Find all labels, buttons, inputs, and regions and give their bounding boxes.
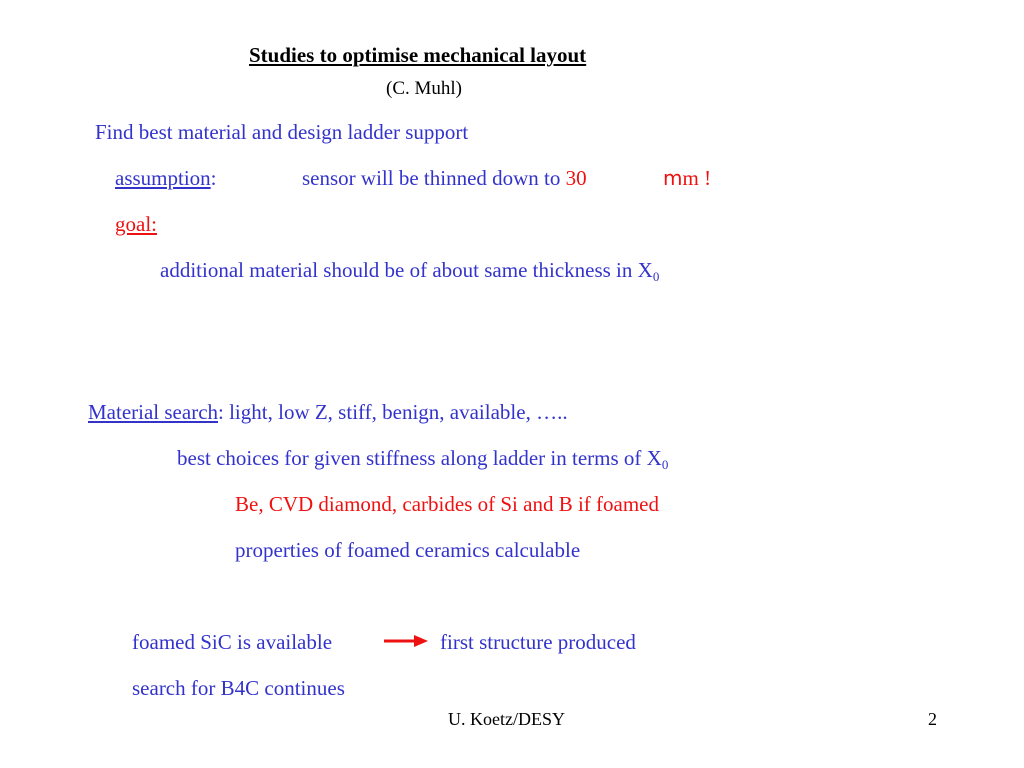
goal-text: additional material should be of about same thickness in X: [160, 258, 653, 282]
assumption-colon: :: [210, 166, 217, 190]
best-choices-subscript: 0: [661, 457, 669, 472]
line-properties: properties of foamed ceramics calculable: [235, 538, 581, 562]
micron-symbol-icon: m: [663, 166, 683, 190]
line-find-material: Find best material and design ladder support: [95, 120, 469, 144]
assumption-text: sensor will be thinned down to: [302, 166, 566, 190]
page-number: 2: [928, 709, 937, 729]
material-search-text: : light, low Z, stiff, benign, available, …..: [218, 400, 568, 424]
line-assumption-label: [115, 168, 217, 189]
micron-unit: [663, 168, 711, 189]
author-credit: (C. Muhl): [386, 78, 462, 99]
material-search-label: Material search: [88, 400, 219, 424]
line-materials-list: Be, CVD diamond, carbides of Si and B if foamed: [235, 492, 659, 516]
line-material-search: [88, 402, 568, 423]
goal-label: goal:: [115, 212, 157, 236]
footer-author: U. Koetz/DESY: [448, 709, 565, 729]
line-foamed-sic: foamed SiC is available: [132, 630, 333, 654]
line-goal-text: [160, 258, 660, 284]
best-choices-text: best choices for given stiffness along ladder in terms of X: [177, 446, 662, 470]
thickness-value: 30: [565, 166, 587, 190]
line-best-choices: [177, 446, 669, 472]
assumption-label: assumption: [115, 166, 211, 190]
micron-unit-text: m !: [682, 166, 712, 190]
line-first-structure: first structure produced: [440, 630, 636, 654]
line-b4c-search: search for B4C continues: [132, 676, 345, 700]
goal-subscript: 0: [652, 269, 660, 284]
slide-title: Studies to optimise mechanical layout: [249, 43, 587, 67]
right-arrow-icon: [382, 631, 430, 651]
line-assumption-text: [302, 168, 587, 189]
